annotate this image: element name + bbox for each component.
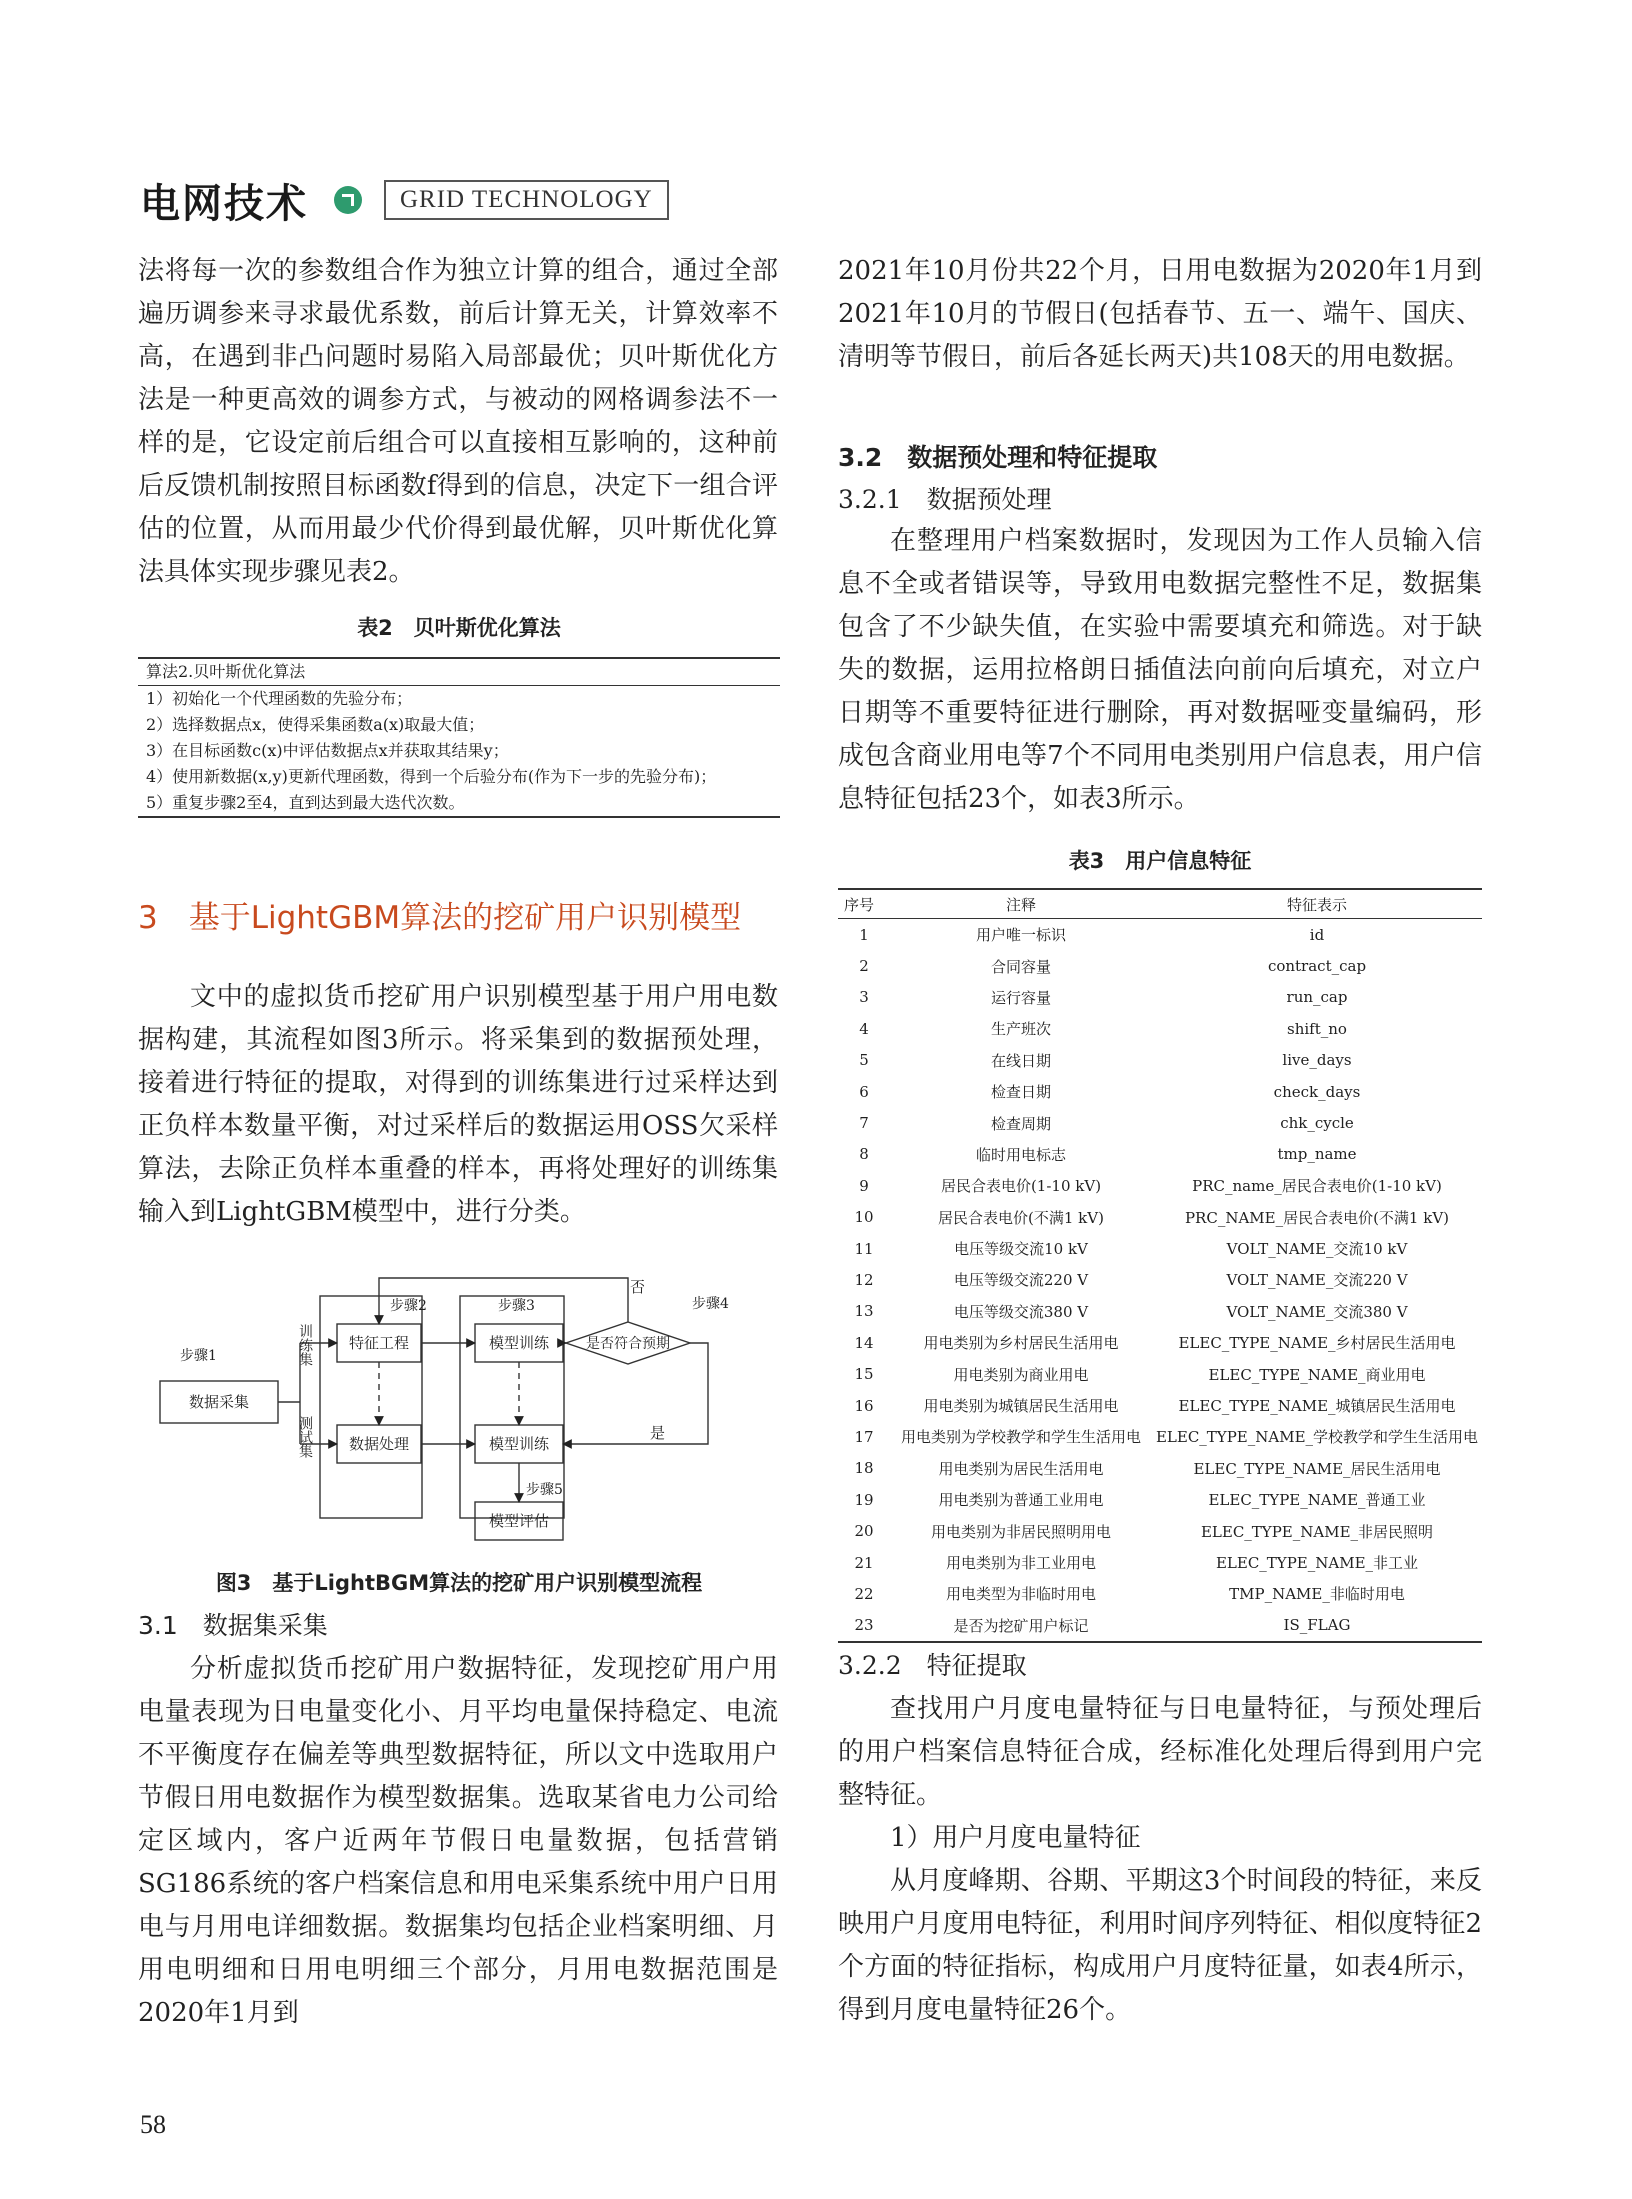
table-cell: 16 (854, 1396, 874, 1415)
section3-heading: 3 基于LightGBM算法的挖矿用户识别模型 (138, 900, 742, 936)
table-cell: 18 (854, 1459, 874, 1478)
table-cell: check_days (1273, 1082, 1361, 1101)
column-header: 序号 (838, 889, 890, 919)
table-cell: run_cap (1286, 988, 1348, 1007)
table-cell: 检查周期 (990, 1114, 1051, 1133)
box-label: 数据处理 (348, 1435, 410, 1453)
table-cell: 是否为挖矿用户标记 (953, 1616, 1089, 1635)
table-cell: 生产班次 (990, 1020, 1051, 1039)
table-row (838, 1107, 1482, 1138)
table-cell: live_days (1282, 1051, 1352, 1070)
table-cell: 在线日期 (990, 1051, 1051, 1070)
paragraph-text: 2021年10月份共22个月，日用电数据为2020年1月到2021年10月的节假日(包括春节、五一、端午、国庆、清明等节假日，前后各延长两天)共108天的用电数据。 (838, 256, 1482, 372)
box-label: 模型评估 (488, 1512, 550, 1530)
table-cell: PRC_NAME_居民合表电价(不满1 kV) (1184, 1208, 1450, 1227)
table-cell: ELEC_TYPE_NAME_居民生活用电 (1193, 1459, 1441, 1478)
decision-label: 是否符合预期 (586, 1336, 670, 1352)
paragraph-text: 在整理用户档案数据时，发现因为工作人员输入信息不全或者错误等，导致用电数据完整性不足，数据集包含了不少缺失值，在实验中需要填充和筛选。对于缺失的数据，运用拉格朗日插值法向前向后填充，对立户日期等不重要特征进行删除，再对数据哑变量编码，形成包含商业用电等7个不同用电类别用户信息表，用户信息特征包括23个，如表3所示。 (838, 526, 1482, 814)
table-cell: 14 (854, 1333, 874, 1352)
table3-body (838, 919, 1482, 1642)
table-cell: 5 (859, 1051, 869, 1070)
table-cell: 合同容量 (990, 957, 1051, 976)
test-set-label: 测试集 (297, 1416, 313, 1458)
section32-heading: 3.2 数据预处理和特征提取 (838, 443, 1158, 472)
table-cell: 用电类别为乡村居民生活用电 (923, 1334, 1119, 1353)
box-label: 模型训练 (488, 1435, 550, 1453)
table-cell: ELEC_TYPE_NAME_非居民照明 (1200, 1522, 1434, 1541)
paragraph-text: 查找用户月度电量特征与日电量特征，与预处理后的用户档案信息特征合成，经标准化处理后得到用户完整特征。 (838, 1694, 1482, 1810)
table-row (838, 1045, 1482, 1076)
step-label: 步骤1 (180, 1348, 217, 1364)
table2-step: 1）初始化一个代理函数的先验分布； (146, 689, 413, 708)
section322-heading: 3.2.2 特征提取 (838, 1651, 1027, 1680)
circle-arrow-icon (334, 186, 362, 214)
table-cell: id (1309, 925, 1325, 944)
table-cell: 用电类别为普通工业用电 (938, 1491, 1104, 1510)
table-cell: contract_cap (1267, 957, 1367, 976)
table-row (838, 1578, 1482, 1609)
table-row (838, 919, 1482, 951)
box-label: 特征工程 (348, 1334, 410, 1352)
column-header: 注释 (890, 889, 1152, 919)
masthead (140, 172, 669, 228)
table2-step: 2）选择数据点x，使得采集函数a(x)取最大值； (146, 715, 485, 734)
table-row (838, 1170, 1482, 1201)
table-cell: 用电类别为非居民照明用电 (930, 1522, 1111, 1541)
section31-heading: 3.1 数据集采集 (138, 1611, 328, 1640)
table-row (838, 1233, 1482, 1264)
table2 (138, 657, 780, 818)
yes-label: 是 (650, 1424, 666, 1442)
paragraph-text: 法将每一次的参数组合作为独立计算的组合，通过全部遍历调参来寻求最优系数，前后计算无关，计算效率不高，在遇到非凸问题时易陷入局部最优；贝叶斯优化方法是一种更高效的调参方式，与被动的网格调参法不一样的是，它设定前后组合可以直接相互影响的，这种前后反馈机制按照目标函数f得到的信息，决定下一组合评估的位置，从而用最少代价得到最优解，贝叶斯优化算法具体实现步骤见表2。 (138, 256, 778, 587)
section3-intro (138, 976, 778, 1234)
step-label: 步骤4 (692, 1296, 729, 1312)
train-set-label: 训练集 (297, 1324, 313, 1366)
table3-header-row (838, 889, 1482, 919)
table-cell: chk_cycle (1280, 1114, 1354, 1133)
section31-paragraph (138, 1648, 778, 2035)
no-label: 否 (630, 1278, 646, 1296)
table-cell: 电压等级交流380 V (953, 1302, 1089, 1321)
table-cell: 用电类别为商业用电 (953, 1365, 1089, 1384)
journal-title-cn: 电网技术 (140, 180, 308, 227)
table2-step: 3）在目标函数c(x)中评估数据点x并获取其结果y； (146, 741, 509, 760)
table-cell: ELEC_TYPE_NAME_城镇居民生活用电 (1178, 1397, 1456, 1416)
table-cell: 23 (854, 1616, 874, 1635)
step-label: 步骤2 (390, 1298, 427, 1314)
table-cell: VOLT_NAME_交流380 V (1226, 1302, 1408, 1321)
table-cell: tmp_name (1277, 1145, 1357, 1164)
table-cell: ELEC_TYPE_NAME_普通工业 (1208, 1491, 1426, 1510)
table2-caption: 表2 贝叶斯优化算法 (357, 616, 561, 640)
table-cell: 6 (859, 1082, 869, 1101)
table-cell: 22 (854, 1584, 874, 1603)
table-cell: 用电类别为非工业用电 (945, 1554, 1096, 1572)
section321-paragraph (838, 520, 1482, 821)
table-row (838, 1013, 1482, 1044)
table-cell: 10 (854, 1208, 874, 1227)
table-cell: 20 (854, 1522, 874, 1541)
paragraph-text: 文中的虚拟货币挖矿用户识别模型基于用户用电数据构建，其流程如图3所示。将采集到的数据预处理，接着进行特征的提取，对得到的训练集进行过采样达到正负样本数量平衡，对过采样后的数据运用OSS欠采样算法，去除正负样本重叠的样本，再将处理好的训练集输入到LightGBM模型中，进行分类。 (138, 982, 778, 1227)
table-row (838, 950, 1482, 981)
column-header: 特征表示 (1152, 889, 1482, 919)
step2-group-frame (320, 1296, 422, 1518)
section321-heading: 3.2.1 数据预处理 (838, 485, 1052, 514)
step-label: 步骤3 (498, 1298, 535, 1314)
journal-title-en: GRID TECHNOLOGY (384, 180, 669, 220)
table-cell: 用电类别为城镇居民生活用电 (923, 1397, 1119, 1416)
table-cell: 用户唯一标识 (975, 926, 1066, 945)
table-cell: 临时用电标志 (975, 1145, 1066, 1164)
step-label: 步骤5 (526, 1482, 563, 1498)
table-cell: 1 (859, 925, 869, 944)
figure3 (150, 1268, 760, 1562)
table-cell: 2 (859, 957, 869, 976)
table-row (838, 1515, 1482, 1546)
table-cell: PRC_name_居民合表电价(1-10 kV) (1192, 1177, 1442, 1196)
table-row (838, 1547, 1482, 1578)
table-cell: 检查日期 (990, 1083, 1051, 1102)
table-row (838, 1610, 1482, 1642)
table-cell: 9 (859, 1176, 869, 1195)
table-row (838, 1358, 1482, 1389)
table-cell: 13 (854, 1302, 874, 1321)
paragraph-text: 分析虚拟货币挖矿用户数据特征，发现挖矿用户用电量表现为日电量变化小、月平均电量保持稳定、电流不平衡度存在偏差等典型数据特征，所以文中选取用户节假日用电数据作为模型数据集。选取某省电力公司给定区域内，客户近两年节假日电量数据，包括营销SG186系统的客户档案信息和用电采集系统中用户日用电与月用电详细数据。数据集均包括企业档案明细、月用电明细和日用电明细三个部分，月用电数据范围是2020年1月到 (138, 1654, 778, 2028)
left-top-paragraph (138, 250, 778, 594)
table-cell: ELEC_TYPE_NAME_乡村居民生活用电 (1178, 1334, 1456, 1353)
figure3-caption: 图3 基于LightBGM算法的挖矿用户识别模型流程 (215, 1571, 703, 1595)
table-row (838, 982, 1482, 1013)
table-cell: 8 (859, 1145, 869, 1164)
table-cell: 12 (854, 1270, 874, 1289)
right-top-paragraph (838, 250, 1482, 379)
table-cell: VOLT_NAME_交流10 kV (1226, 1240, 1408, 1259)
table2-header: 算法2.贝叶斯优化算法 (138, 659, 780, 686)
section322-body (838, 1688, 1482, 2032)
list-item: 1）用户月度电量特征 (890, 1823, 1141, 1853)
table3 (838, 888, 1482, 1643)
table-cell: ELEC_TYPE_NAME_非工业 (1215, 1554, 1419, 1572)
table-cell: 4 (859, 1019, 869, 1038)
table-cell: 电压等级交流10 kV (954, 1240, 1088, 1259)
table-cell: ELEC_TYPE_NAME_学校教学和学生生活用电 (1155, 1428, 1479, 1447)
table-cell: 17 (854, 1427, 874, 1446)
table-cell: 7 (859, 1114, 869, 1133)
table-row (838, 1421, 1482, 1452)
table-cell: 电压等级交流220 V (953, 1271, 1089, 1290)
table-cell: 居民合表电价(1-10 kV) (940, 1177, 1102, 1196)
flowchart (150, 1268, 760, 1558)
table-row (838, 1202, 1482, 1233)
table-row (838, 1484, 1482, 1515)
table-cell: VOLT_NAME_交流220 V (1226, 1271, 1408, 1290)
table3-caption: 表3 用户信息特征 (1068, 849, 1252, 873)
table-cell: ELEC_TYPE_NAME_商业用电 (1208, 1365, 1426, 1384)
table-cell: TMP_NAME_非临时用电 (1229, 1585, 1405, 1604)
table-row (838, 1390, 1482, 1421)
table-cell: 15 (854, 1365, 874, 1384)
table-cell: 21 (854, 1553, 874, 1572)
page-number: 58 (140, 2110, 166, 2139)
table-row (838, 1296, 1482, 1327)
table-cell: 居民合表电价(不满1 kV) (938, 1208, 1104, 1227)
table-row (838, 1264, 1482, 1295)
box-label: 模型训练 (488, 1334, 550, 1352)
table-cell: 用电类别为居民生活用电 (938, 1459, 1104, 1478)
table-row (838, 1327, 1482, 1358)
paragraph-text: 从月度峰期、谷期、平期这3个时间段的特征，来反映用户月度用电特征，利用时间序列特征、相似度特征2个方面的特征指标，构成用户月度特征量，如表4所示，得到月度电量特征26个。 (838, 1866, 1482, 2025)
table2-step: 5）重复步骤2至4，直到达到最大迭代次数。 (146, 793, 465, 812)
table2-step: 4）使用新数据(x,y)更新代理函数，得到一个后验分布(作为下一步的先验分布)； (146, 767, 717, 786)
box-label: 数据采集 (188, 1393, 250, 1411)
table-row (838, 1139, 1482, 1170)
table-cell: 19 (854, 1490, 874, 1509)
table-cell: 用电类别为学校教学和学生生活用电 (900, 1428, 1141, 1447)
table-cell: 运行容量 (990, 988, 1051, 1007)
table-cell: 11 (854, 1239, 874, 1258)
table-cell: 用电类型为非临时用电 (945, 1585, 1096, 1604)
table-cell: IS_FLAG (1283, 1616, 1351, 1635)
table-cell: shift_no (1287, 1019, 1347, 1038)
table-row (838, 1453, 1482, 1484)
table-row (838, 1076, 1482, 1107)
table-cell: 3 (859, 988, 869, 1007)
